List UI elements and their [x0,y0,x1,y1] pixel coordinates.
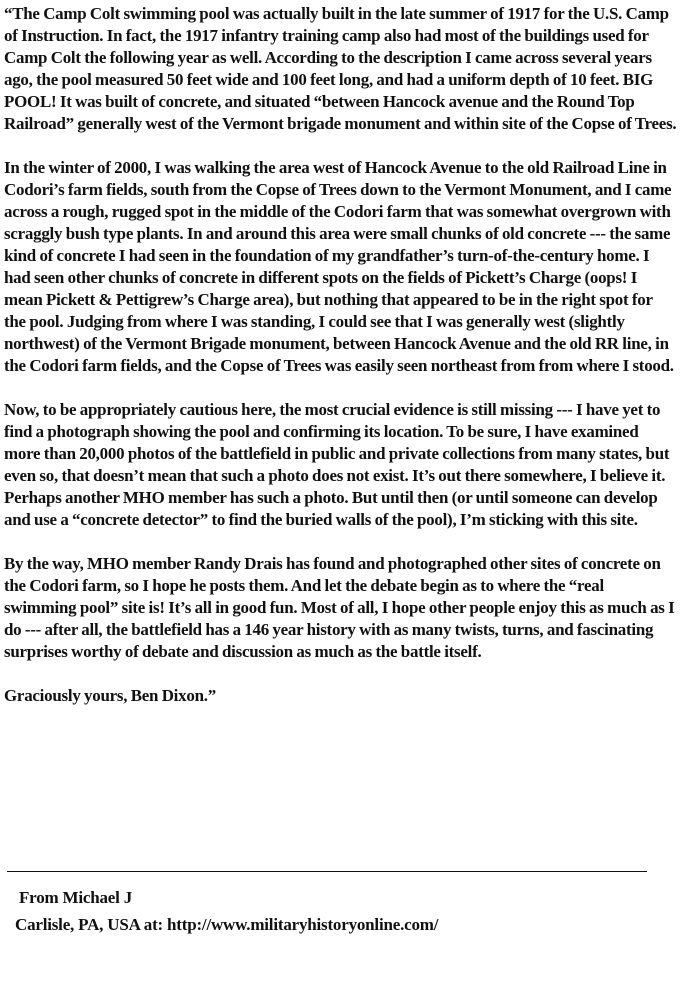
from-line: From Michael J [19,888,133,907]
signoff: Graciously yours, Ben Dixon.” [4,686,216,705]
paragraph-debate: By the way, MHO member Randy Drais has found and photographed other sites of concrete on the Codori farm, so I hope he posts them. And let the debate begin as to where the “real swimming pool” site is! It’s all in good fun. Most of all, I hope other people enjoy this as much as I do --- after all, the battlefield has a 146 year history with as many twists, turns, and fascinating surprises worthy of debate and discussion as much as the battle itself. [4,554,675,661]
horizontal-divider [7,871,647,872]
paragraph-missing-evidence: Now, to be appropriately cautious here, the most crucial evidence is still missing --- I have yet to find a photograph showing the pool and confirming its location. To be sure, I have examined more than 20,000 photos of the battlefield in public and private collections from many states, but even so, that doesn’t mean that such a photo does not exist. It’s out there somewhere, I believe it. Perhaps another MHO member has such a photo. But until then (or until someone can develop and use a “concrete detector” to find the buried walls of the pool), I’m sticking with this site. [4,400,670,529]
footer-attribution [0,884,690,938]
paragraph-pool-history: “The Camp Colt swimming pool was actually built in the late summer of 1917 for the U.S. Camp of Instruction. In fact, the 1917 infantry training camp also had most of the buildings used for Camp Colt the following year as well. According to the description I came across several years ago, the pool measured 50 feet wide and 100 feet long, and had a uniform depth of 10 feet. BIG POOL! It was built of concrete, and situated “between Hancock avenue and the Round Top Railroad” generally west of the Vermont brigade monument and within site of the Copse of Trees. [4,4,677,133]
source-location-line: Carlisle, PA, USA at: http://www.militaryhistoryonline.com/ [15,915,439,934]
letter-body [4,3,688,707]
paragraph-winter-2000-walk: In the winter of 2000, I was walking the area west of Hancock Avenue to the old Railroad Line in Codori’s farm fields, south from the Copse of Trees down to the Vermont Monument, and I came across a rough, rugged spot in the middle of the Codori farm that was somewhat overgrown with scraggly bush type plants. In and around this area were small chunks of old concrete --- the same kind of concrete I had seen in the foundation of my grandfather’s turn-of-the-century home. I had seen other chunks of concrete in different spots on the fields of Pickett’s Charge (oops! I mean Pickett & Pettigrew’s Charge area), but nothing that appeared to be in the right spot for the pool. Judging from where I was standing, I could see that I was generally west (slightly northwest) of the Vermont Brigade monument, between Hancock Avenue and the old RR line, in the Codori farm fields, and the Copse of Trees was easily seen northeast from from where I stood. [4,158,674,375]
